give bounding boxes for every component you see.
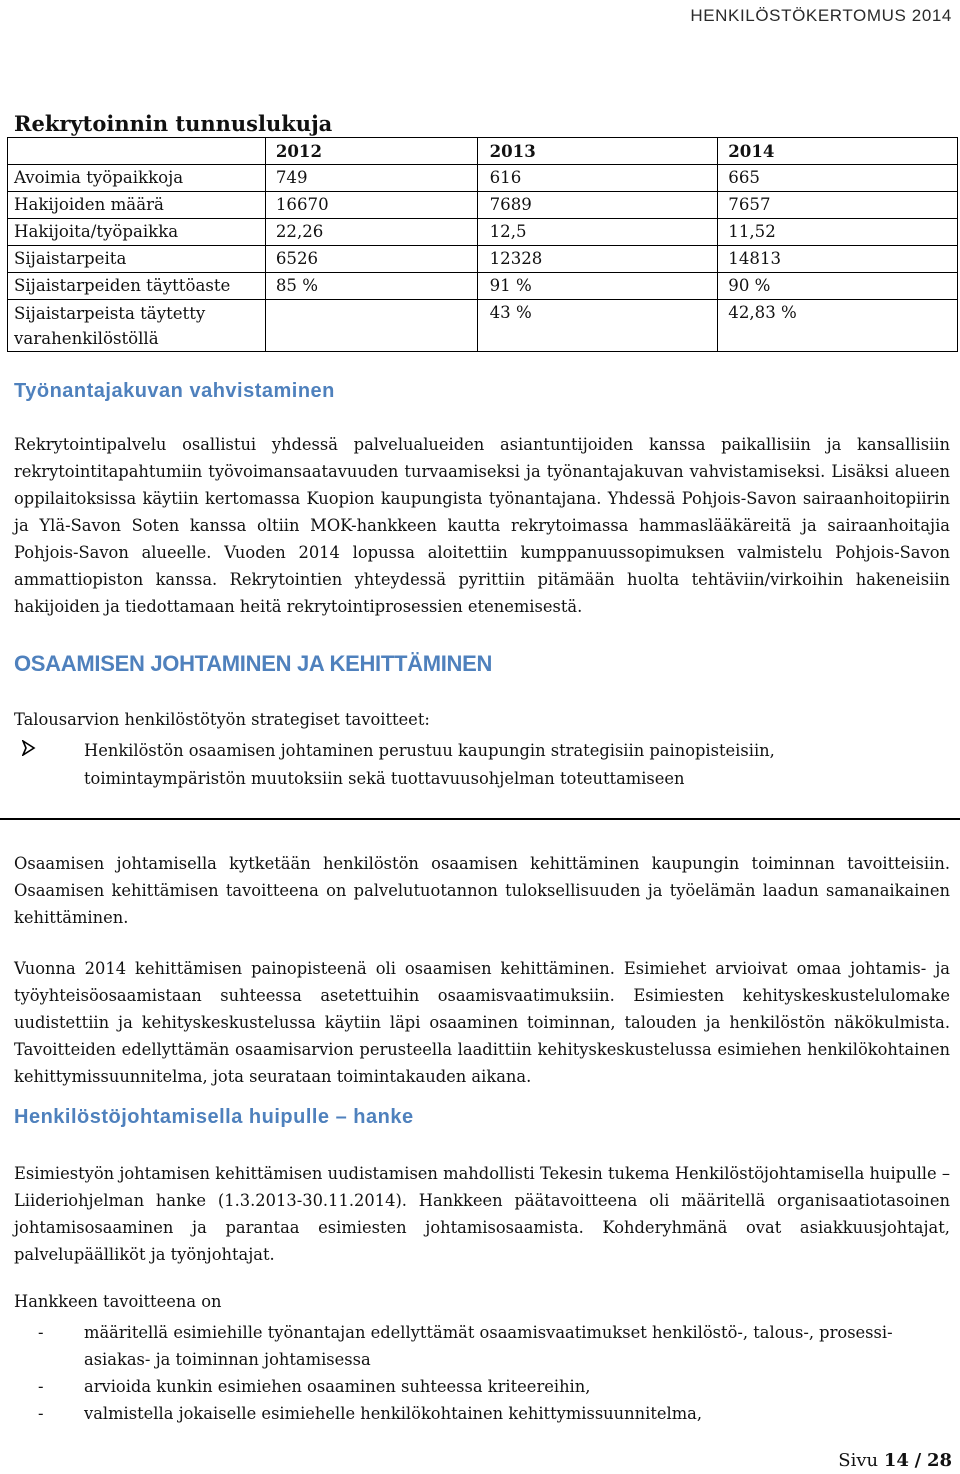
strategy-box <box>0 700 960 820</box>
cell-value: 90 % <box>718 273 958 300</box>
dash-bullet: - <box>38 1323 44 1342</box>
table-row <box>8 273 958 300</box>
table-header-row <box>8 138 958 165</box>
cell-value: 665 <box>718 165 958 192</box>
cell-value: 6526 <box>265 246 477 273</box>
goals-list <box>14 1319 934 1427</box>
dash-bullet: - <box>38 1404 44 1423</box>
cell-value: 14813 <box>718 246 958 273</box>
cell-value: 12,5 <box>477 219 718 246</box>
table-title: Rekrytoinnin tunnuslukuja <box>14 111 333 136</box>
page-number <box>838 1450 952 1471</box>
cell-value: 85 % <box>265 273 477 300</box>
row-label: Sijaistarpeiden täyttöaste <box>8 273 266 300</box>
page-prefix: Sivu <box>838 1450 879 1471</box>
cell-value: 91 % <box>477 273 718 300</box>
section-heading-employer-image: Työnantajakuvan vahvistaminen <box>14 380 335 402</box>
cell-value: 7657 <box>718 192 958 219</box>
goal-text: määritellä esimiehille työnantajan edellyttämät osaamisvaatimukset henkilöstö-, talous-, prosessi-asiakas- ja toiminnan johtamisessa <box>84 1323 893 1369</box>
header-cell-2013: 2013 <box>477 138 718 165</box>
paragraph-employer-image: Rekrytointipalvelu osallistui yhdessä palvelualueiden asiantuntijoiden kanssa paikallisiin ja kansallisiin rekrytointitapahtumiin työvoimansaatavuuden turvaamiseksi ja työnantajakuvan vahvistamiseksi. Lisäksi alueen oppilaitoksissa käytiin kertomassa Kuopion kaupungista työnantajana. Yhdessä Pohjois-Savon sairaanhoitopiirin ja Ylä-Savon Soten kanssa oltiin MOK-hankkeen kautta rekrytoimassa hammaslääkäreitä ja sairaanhoitajia Pohjois-Savon alueelle. Vuoden 2014 lopussa aloitettiin kumppanuussopimuksen valmistelu Pohjois-Savon ammattiopiston kanssa. Rekrytointien yhteydessä pyrittiin pitämään huolta tehtäviin/virkoihin hakeneisiin hakijoiden ja tiedottamaan heitä rekrytointiprosessien etenemisestä. <box>14 435 950 616</box>
row-label: Hakijoita/työpaikka <box>8 219 266 246</box>
table-row <box>8 246 958 273</box>
header-cell <box>8 138 266 165</box>
cell-value: 16670 <box>265 192 477 219</box>
running-header: HENKILÖSTÖKERTOMUS 2014 <box>690 6 952 25</box>
row-label: Sijaistarpeita <box>8 246 266 273</box>
dash-bullet: - <box>38 1377 44 1396</box>
cell-value: 43 % <box>477 300 718 352</box>
paragraph-competence-2: Vuonna 2014 kehittämisen painopisteenä oli osaamisen kehittäminen. Esimiehet arvioivat omaa johtamis- ja työyhteisöosaamistaan suhteessa asetettuihin osaamisvaatimuksiin. Esimiesten kehityskeskustelulomake uudistettiin ja kehityskeskustelussa käytiin läpi osaaminen toiminnan, talouden ja henkilöstön näkökulmista. Tavoitteiden edellyttämän osaamisarvion perusteella laadittiin kehityskeskustelussa esimiehen henkilökohtainen kehittymissuunnitelma, jota seurataan toimintakauden aikana. <box>14 959 950 1086</box>
cell-value: 12328 <box>477 246 718 273</box>
header-cell-2012: 2012 <box>265 138 477 165</box>
strategy-intro: Talousarvion henkilöstötyön strategiset tavoitteet: <box>14 710 430 729</box>
cell-value: 616 <box>477 165 718 192</box>
section-heading-project: Henkilöstöjohtamisella huipulle – hanke <box>14 1106 414 1128</box>
row-label: Hakijoiden määrä <box>8 192 266 219</box>
row-label: Avoimia työpaikkoja <box>8 165 266 192</box>
table-row <box>8 219 958 246</box>
goal-text: valmistella jokaiselle esimiehelle henkilökohtainen kehittymissuunnitelma, <box>84 1404 703 1423</box>
page-total: 28 <box>926 1450 952 1471</box>
page-separator: / <box>914 1450 922 1471</box>
cell-value: 749 <box>265 165 477 192</box>
strategy-bullet-text: Henkilöstön osaamisen johtaminen perustuu kaupungin strategisiin painopisteisiin, toimintaympäristön muutoksiin sekä tuottavuusohjelman toteuttamiseen <box>84 741 775 788</box>
paragraph-project: Esimiestyön johtamisen kehittämisen uudistamisen mahdollisti Tekesin tukema Henkilöstöjohtamisella huipulle –Liideriohjelman hanke (1.3.2013-30.11.2014). Hankkeen päätavoitteena oli määritellä organisaatiotasoinen johtamisosaaminen ja parantaa esimiesten johtamisosaamista. Kohderyhmänä ovat asiakkuusjohtajat, palvelupäälliköt ja työnjohtajat. <box>14 1164 950 1264</box>
paragraph-competence-1: Osaamisen johtamisella kytketään henkilöstön osaamisen kehittäminen kaupungin toiminnan tavoitteisiin. Osaamisen kehittämisen tavoitteena on palvelutuotannon tuloksellisuuden ja työelämän laadun samanaikainen kehittäminen. <box>14 854 950 927</box>
list-item <box>14 1373 934 1400</box>
strategy-bullet <box>22 737 922 793</box>
arrow-bullet-icon <box>22 737 84 793</box>
table-row <box>8 192 958 219</box>
recruitment-table <box>7 137 958 352</box>
cell-value: 7689 <box>477 192 718 219</box>
header-cell-2014: 2014 <box>718 138 958 165</box>
cell-value <box>265 300 477 352</box>
goal-text: arvioida kunkin esimiehen osaaminen suhteessa kriteereihin, <box>84 1377 591 1396</box>
cell-value: 42,83 % <box>718 300 958 352</box>
table-row <box>8 300 958 352</box>
goals-intro: Hankkeen tavoitteena on <box>14 1292 222 1311</box>
section-heading-competence: OSAAMISEN JOHTAMINEN JA KEHITTÄMINEN <box>14 651 493 676</box>
list-item <box>14 1319 934 1373</box>
table-row <box>8 165 958 192</box>
cell-value: 11,52 <box>718 219 958 246</box>
page-current: 14 <box>883 1450 909 1471</box>
list-item <box>14 1400 934 1427</box>
cell-value: 22,26 <box>265 219 477 246</box>
row-label: Sijaistarpeista täytetty varahenkilöstöllä <box>8 300 266 352</box>
